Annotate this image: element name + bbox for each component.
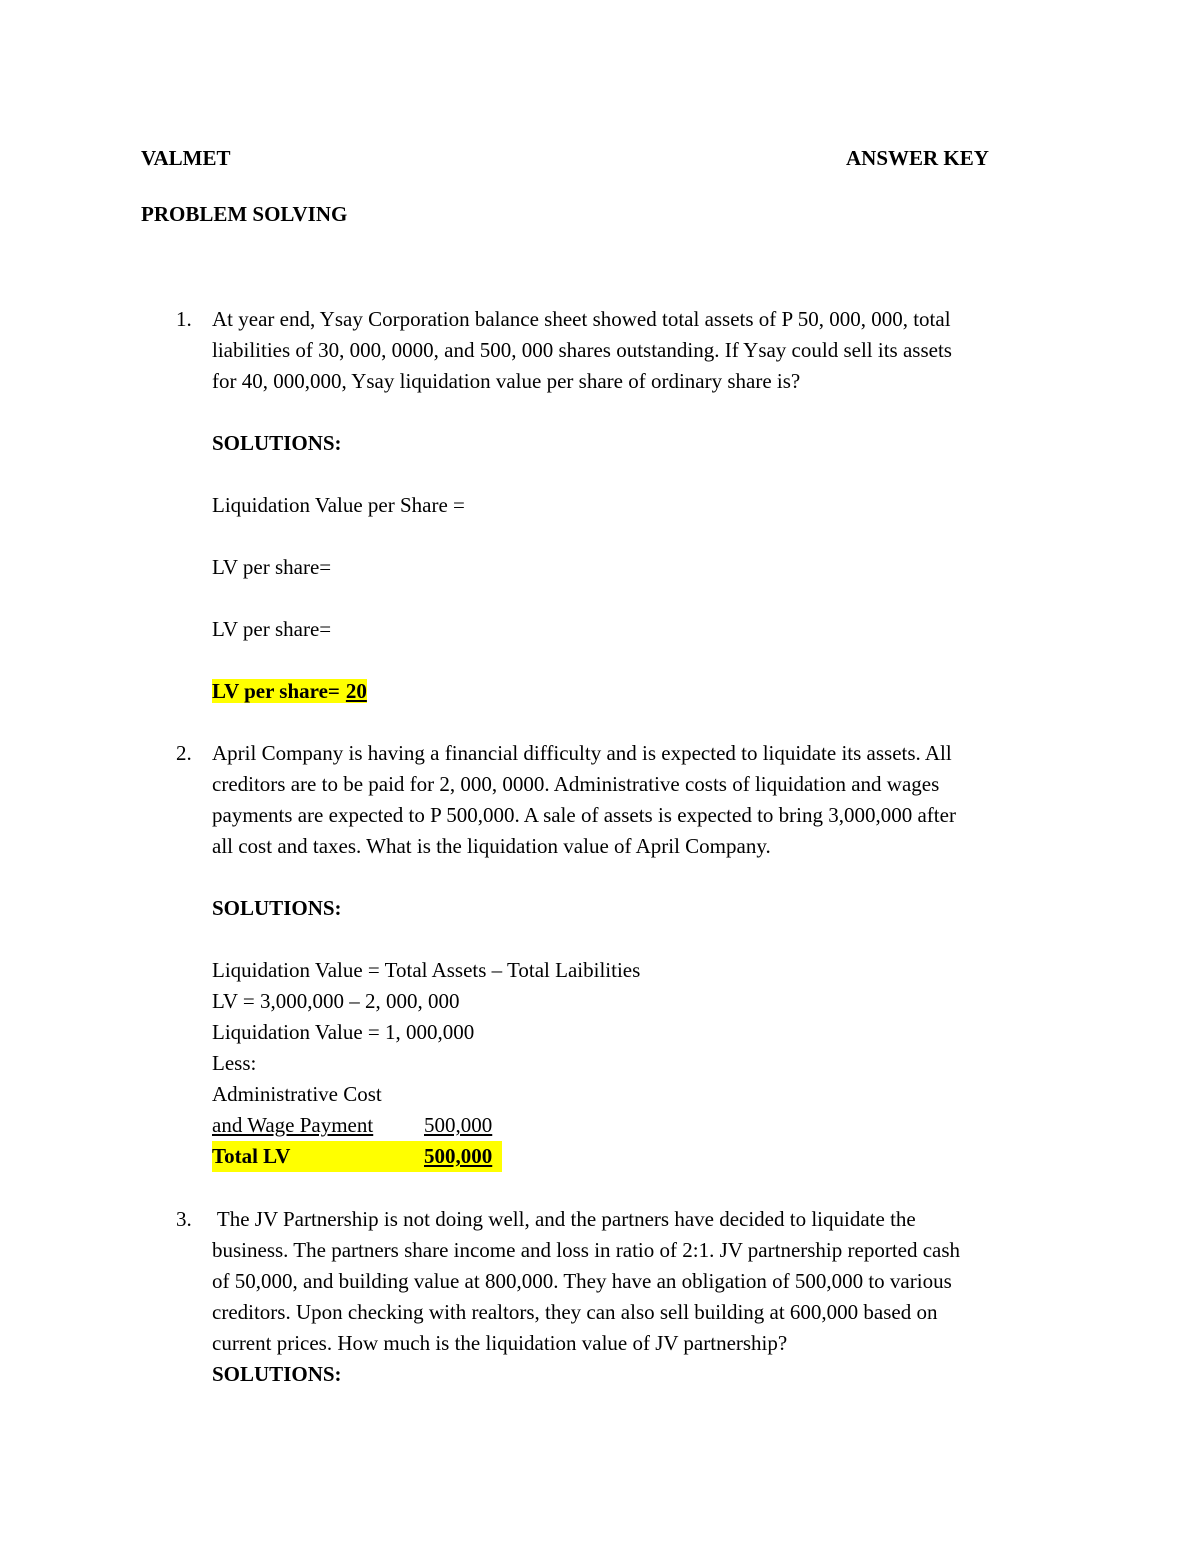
q2-calc-1: Liquidation Value = Total Assets – Total Laibilities	[212, 958, 641, 982]
q2-calc-5: Administrative Cost	[212, 1082, 382, 1106]
q3-number: 3.	[176, 1207, 192, 1231]
q3-line-2: business. The partners share income and loss in ratio of 2:1. JV partnership reported cash	[212, 1238, 961, 1262]
q1-answer-label: LV per share=	[212, 679, 340, 703]
q2-total-row	[212, 1141, 502, 1172]
q2-calc-2: LV = 3,000,000 – 2, 000, 000	[212, 989, 460, 1013]
q3-line-4: creditors. Upon checking with realtors, they can also sell building at 600,000 based on	[212, 1300, 938, 1324]
q3-line-1: The JV Partnership is not doing well, and the partners have decided to liquidate the	[212, 1207, 916, 1231]
q3-solutions-label: SOLUTIONS:	[212, 1362, 342, 1386]
q2-wage-value: 500,000	[424, 1113, 493, 1137]
q3-line-5: current prices. How much is the liquidation value of JV partnership?	[212, 1331, 788, 1355]
q1-step-3: LV per share=	[212, 617, 332, 641]
q1-answer	[212, 676, 367, 707]
q2-calc-3: Liquidation Value = 1, 000,000	[212, 1020, 475, 1044]
q2-wage-label: and Wage Payment	[212, 1113, 374, 1137]
q1-line-1: At year end, Ysay Corporation balance sheet showed total assets of P 50, 000, 000, total	[212, 307, 951, 331]
q1-number: 1.	[176, 307, 192, 331]
q2-line-3: payments are expected to P 500,000. A sale of assets is expected to bring 3,000,000 after	[212, 803, 956, 827]
q2-line-2: creditors are to be paid for 2, 000, 0000. Administrative costs of liquidation and wages	[212, 772, 940, 796]
q1-step-2: LV per share=	[212, 555, 332, 579]
q2-wage-row	[212, 1110, 502, 1141]
q1-line-3: for 40, 000,000, Ysay liquidation value per share of ordinary share is?	[212, 369, 801, 393]
q2-total-value: 500,000	[424, 1144, 493, 1168]
q1-solutions-label: SOLUTIONS:	[212, 431, 342, 455]
q1-answer-value: 20	[345, 679, 367, 703]
answer-key-label: ANSWER KEY	[846, 146, 989, 170]
q2-calc-4: Less:	[212, 1051, 257, 1075]
q2-line-4: all cost and taxes. What is the liquidation value of April Company.	[212, 834, 771, 858]
q1-step-1: Liquidation Value per Share =	[212, 493, 465, 517]
q1-line-2: liabilities of 30, 000, 0000, and 500, 000 shares outstanding. If Ysay could sell its assets	[212, 338, 952, 362]
doc-title: VALMET	[141, 146, 231, 170]
q2-total-label: Total LV	[212, 1144, 291, 1168]
q3-line-3: of 50,000, and building value at 800,000. They have an obligation of 500,000 to various	[212, 1269, 952, 1293]
q2-number: 2.	[176, 741, 192, 765]
q2-line-1: April Company is having a financial difficulty and is expected to liquidate its assets. All	[212, 741, 952, 765]
q2-solutions-label: SOLUTIONS:	[212, 896, 342, 920]
section-title: PROBLEM SOLVING	[141, 202, 348, 226]
